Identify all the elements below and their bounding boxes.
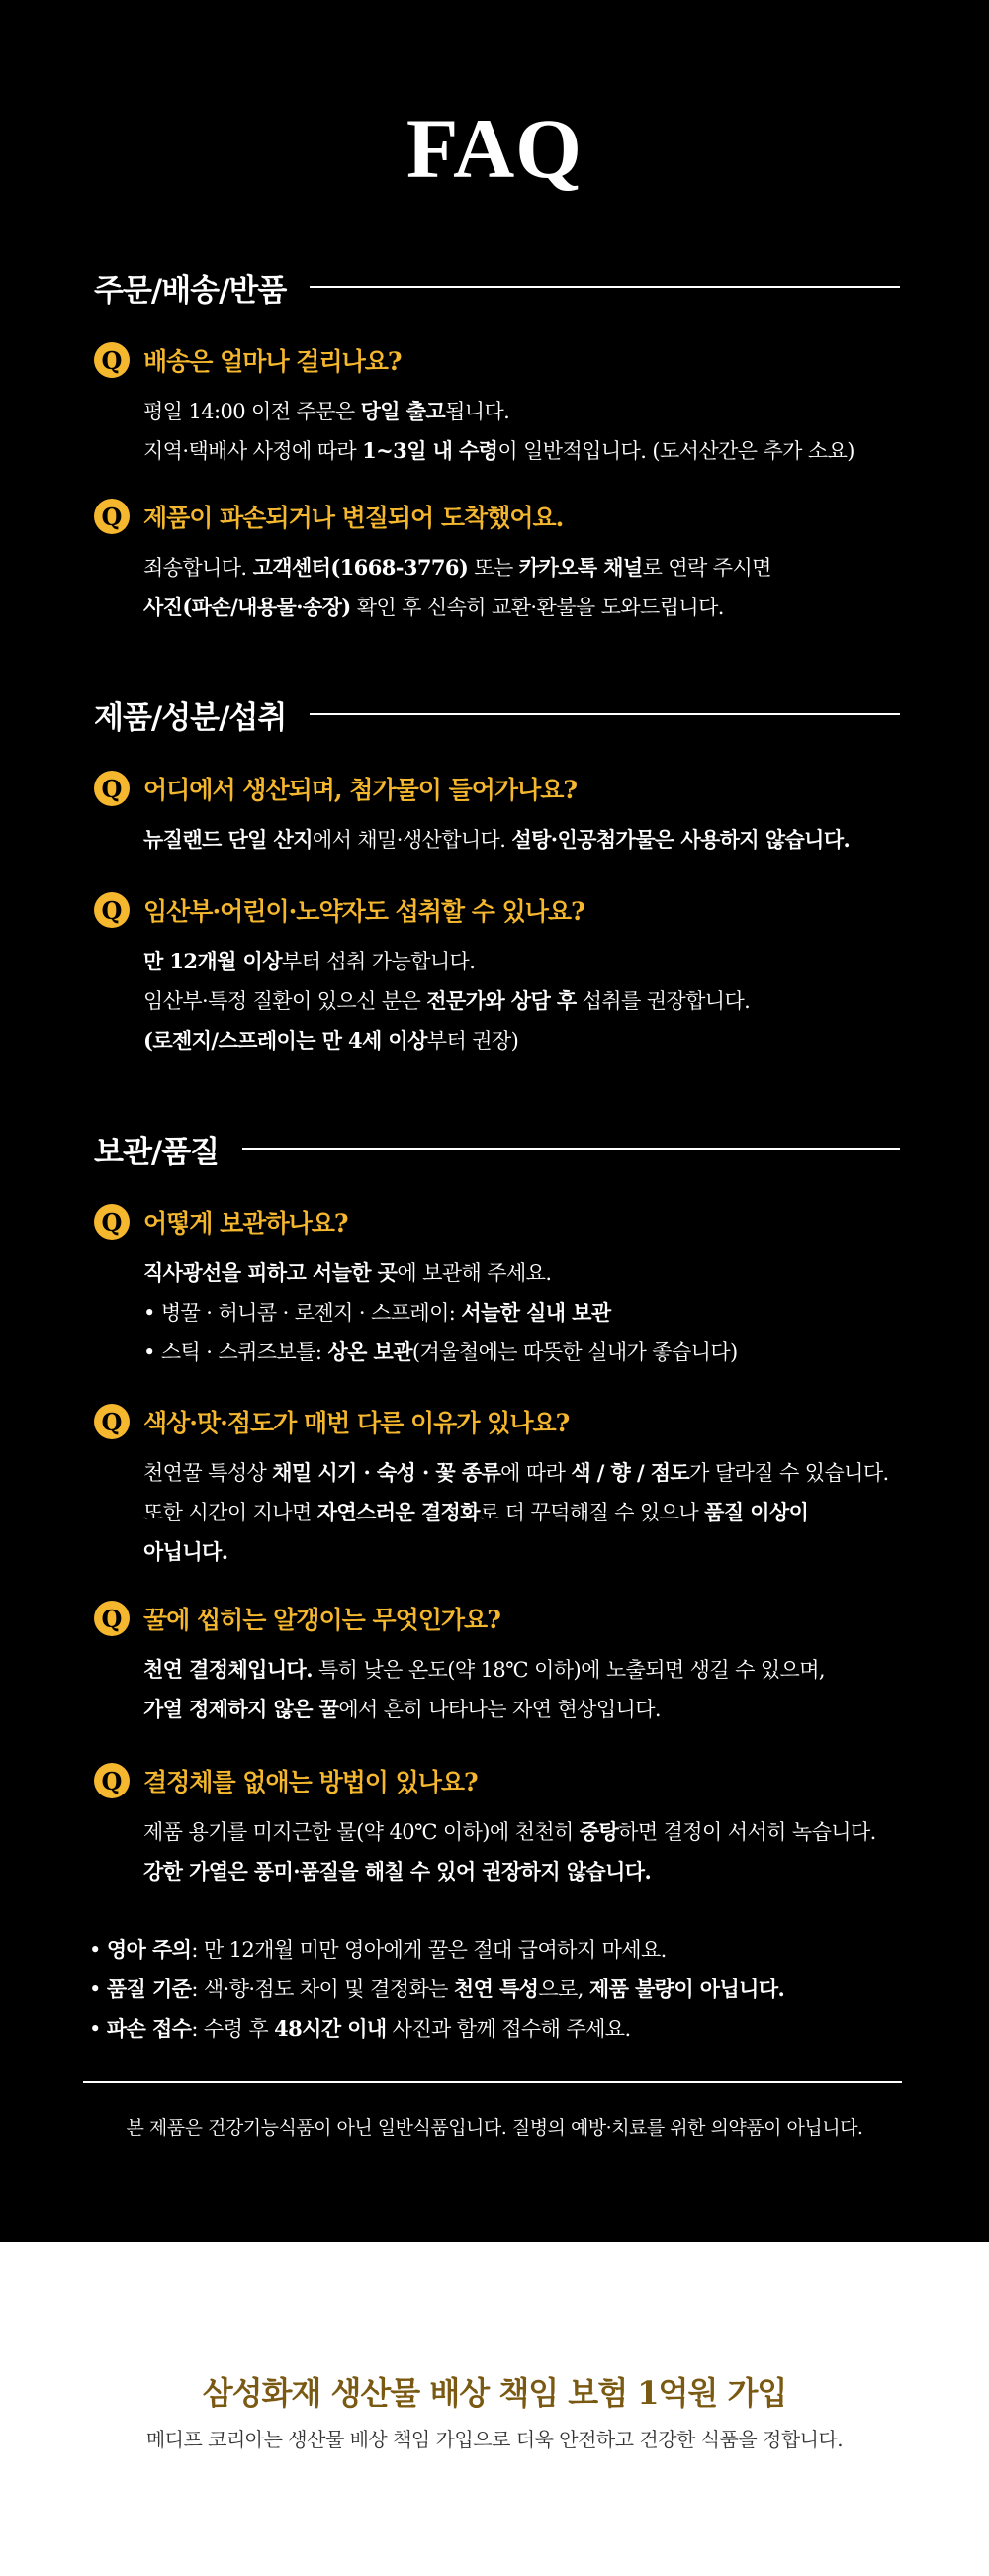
emphasis-text: 영아 주의 — [106, 1937, 192, 1962]
body-text: 임산부·특정 질환이 있으신 분은 — [143, 989, 427, 1013]
emphasis-text: 당일 출고 — [360, 399, 446, 423]
emphasis-text: 천연 특성 — [453, 1977, 539, 2001]
section-heading-order — [94, 265, 900, 309]
faq-question — [94, 1759, 478, 1802]
insurance-subtitle: 메디프 코리아는 생산물 배상 책임 가입으로 더욱 안전하고 건강한 식품을 정합니다. — [145, 2428, 844, 2451]
text-line — [143, 1650, 915, 1690]
text-line — [143, 1493, 915, 1532]
text-line — [143, 1532, 915, 1572]
body-text: 죄송합니다. — [143, 556, 253, 580]
body-text: 가 달라질 수 있습니다. — [689, 1461, 889, 1485]
text-line — [143, 1453, 915, 1493]
faq-answer — [143, 1253, 915, 1372]
emphasis-text: 상온 보관 — [327, 1339, 412, 1364]
emphasis-text: 뉴질랜드 단일 산지 — [143, 827, 313, 852]
emphasis-text: 고객센터(1668-3776) — [252, 555, 469, 580]
body-text: • — [89, 1978, 107, 2001]
q-badge-icon: Q — [94, 1204, 130, 1240]
body-text: 이 일반적입니다. (도서산간은 추가 소요) — [497, 439, 854, 463]
body-text: 에서 채밀·생산합니다. — [312, 828, 512, 852]
section-heading-label: 보관/품질 — [94, 1134, 220, 1170]
body-text: 또는 — [468, 556, 519, 580]
body-text: 에 보관해 주세요. — [397, 1261, 552, 1285]
body-text: 또한 시간이 지나면 — [143, 1501, 317, 1524]
body-text: • 병꿀 · 허니콤 · 로젠지 · 스프레이: — [143, 1301, 462, 1325]
faq-answer — [143, 392, 915, 471]
section-heading-label: 주문/배송/반품 — [94, 272, 287, 309]
emphasis-text: 설탕·인공첨가물은 사용하지 않습니다. — [511, 827, 851, 852]
faq-question — [94, 495, 563, 538]
body-text: 됩니다. — [445, 400, 510, 423]
body-text: • 스틱 · 스퀴즈보틀: — [143, 1340, 328, 1364]
question-text: 색상·맛·점도가 매번 다른 이유가 있나요? — [143, 1409, 570, 1437]
q-badge-icon: Q — [94, 1763, 130, 1798]
body-text: 로 더 꾸덕해질 수 있으나 — [479, 1501, 705, 1524]
emphasis-text: 아닙니다. — [143, 1539, 228, 1564]
footer-divider — [83, 2081, 902, 2083]
section-heading-label: 제품/성분/섭취 — [94, 699, 287, 736]
text-line — [143, 1852, 915, 1891]
faq-answer — [143, 548, 915, 627]
body-text: 평일 14:00 이전 주문은 — [143, 400, 361, 423]
q-badge-icon: Q — [94, 892, 130, 928]
body-text: 사진과 함께 접수해 주세요. — [386, 2017, 631, 2041]
emphasis-text: 48시간 이내 — [274, 2016, 387, 2041]
question-text: 임산부·어린이·노약자도 섭취할 수 있나요? — [143, 897, 584, 926]
body-text: 제품 용기를 미지근한 물(약 40℃ 이하)에 천천히 — [143, 1820, 580, 1844]
question-text: 배송은 얼마나 걸리나요? — [143, 347, 402, 376]
text-line — [89, 1970, 920, 2009]
body-text: : 수령 후 — [191, 2017, 275, 2041]
faq-question — [94, 888, 584, 932]
question-text: 꿀에 씹히는 알갱이는 무엇인가요? — [143, 1606, 500, 1634]
emphasis-text: 서늘한 실내 보관 — [461, 1300, 611, 1325]
emphasis-text: 채밀 시기 · 숙성 · 꽃 종류 — [272, 1460, 501, 1485]
emphasis-text: 품질 기준 — [106, 1977, 192, 2001]
emphasis-text: 만 12개월 이상 — [143, 949, 282, 973]
faq-answer — [143, 942, 915, 1060]
question-text: 결정체를 없애는 방법이 있나요? — [143, 1768, 478, 1796]
faq-answer — [143, 1812, 915, 1891]
body-text: 로 연락 주시면 — [642, 556, 771, 580]
emphasis-text: 천연 결정체입니다. — [143, 1657, 313, 1682]
disclaimer-text: 본 제품은 건강기능식품이 아닌 일반식품입니다. 질병의 예방·치료를 위한 의약품이 아닙니다. — [126, 2117, 863, 2139]
text-line — [143, 392, 915, 431]
body-text: : 만 12개월 미만 영아에게 꿀은 절대 급여하지 마세요. — [191, 1938, 667, 1962]
section-divider — [310, 286, 900, 288]
emphasis-text: 강한 가열은 풍미·품질을 해칠 수 있어 권장하지 않습니다. — [143, 1859, 652, 1884]
faq-answer — [143, 1650, 915, 1729]
notes-list — [89, 1930, 920, 2049]
text-line — [143, 431, 915, 471]
faq-question — [94, 338, 402, 382]
q-badge-icon: Q — [94, 342, 130, 378]
text-line — [89, 2009, 920, 2049]
text-line — [89, 1930, 920, 1970]
faq-question — [94, 1597, 500, 1640]
body-text: 에 따라 — [500, 1461, 572, 1485]
body-text: 부터 권장) — [426, 1029, 519, 1053]
faq-answer — [143, 1453, 915, 1572]
body-text: 지역·택배사 사정에 따라 — [143, 439, 363, 463]
emphasis-text: 중탕 — [579, 1819, 619, 1844]
body-text: 하면 결정이 서서히 녹습니다. — [618, 1820, 876, 1844]
emphasis-text: 품질 이상이 — [704, 1500, 809, 1524]
faq-question — [94, 767, 577, 810]
faq-question — [94, 1200, 348, 1243]
body-text: 부터 섭취 가능합니다. — [281, 950, 476, 973]
text-line — [143, 588, 915, 627]
emphasis-text: 전문가와 상담 후 — [426, 988, 577, 1013]
text-line — [143, 1812, 915, 1852]
section-divider — [310, 713, 900, 715]
text-line — [143, 1333, 915, 1372]
emphasis-text: 파손 접수 — [106, 2016, 192, 2041]
faq-question — [94, 1400, 569, 1443]
q-badge-icon: Q — [94, 1404, 130, 1439]
insurance-title: 삼성화재 생산물 배상 책임 보험 1억원 가입 — [202, 2374, 787, 2412]
body-text: 으로, — [538, 1978, 589, 2001]
emphasis-text: 가열 정제하지 않은 꿀 — [143, 1697, 339, 1721]
emphasis-text: 제품 불량이 아닙니다. — [588, 1977, 785, 2001]
emphasis-text: 직사광선을 피하고 서늘한 곳 — [143, 1260, 398, 1285]
q-badge-icon: Q — [94, 771, 130, 806]
emphasis-text: 사진(파손/내용물·송장) — [143, 595, 351, 619]
body-text: : 색·향·점도 차이 및 결정화는 — [191, 1978, 454, 2001]
section-divider — [242, 1148, 900, 1150]
body-text: 에서 흔히 나타나는 자연 현상입니다. — [338, 1698, 661, 1721]
body-text: • — [89, 2017, 107, 2041]
section-heading-storage — [94, 1127, 900, 1170]
q-badge-icon: Q — [94, 1601, 130, 1636]
emphasis-text: 카카오톡 채널 — [518, 555, 643, 580]
text-line — [143, 981, 915, 1021]
question-text: 제품이 파손되거나 변질되어 도착했어요. — [143, 504, 564, 532]
text-line — [143, 1293, 915, 1333]
body-text: 섭취를 권장합니다. — [576, 989, 751, 1013]
faq-answer — [143, 820, 915, 860]
text-line — [143, 942, 915, 981]
text-line — [143, 1253, 915, 1293]
emphasis-text: 색 / 향 / 점도 — [571, 1460, 690, 1485]
text-line — [143, 1690, 915, 1729]
q-badge-icon: Q — [94, 499, 130, 534]
text-line — [143, 820, 915, 860]
body-text: 천연꿀 특성상 — [143, 1461, 273, 1485]
body-text: • — [89, 1938, 107, 1962]
question-text: 어떻게 보관하나요? — [143, 1209, 348, 1238]
text-line — [143, 1021, 915, 1060]
text-line — [143, 548, 915, 588]
emphasis-text: 자연스러운 결정화 — [316, 1500, 480, 1524]
page-title: FAQ — [405, 101, 584, 196]
question-text: 어디에서 생산되며, 첨가물이 들어가나요? — [143, 776, 578, 804]
body-text: 특히 낮은 온도(약 18℃ 이하)에 노출되면 생길 수 있으며, — [312, 1658, 825, 1682]
body-text: 확인 후 신속히 교환·환불을 도와드립니다. — [350, 596, 724, 619]
emphasis-text: 1~3일 내 수령 — [362, 438, 498, 463]
emphasis-text: (로젠지/스프레이는 만 4세 이상 — [143, 1028, 427, 1053]
section-heading-product — [94, 692, 900, 736]
body-text: (겨울철에는 따뜻한 실내가 좋습니다) — [411, 1340, 738, 1364]
